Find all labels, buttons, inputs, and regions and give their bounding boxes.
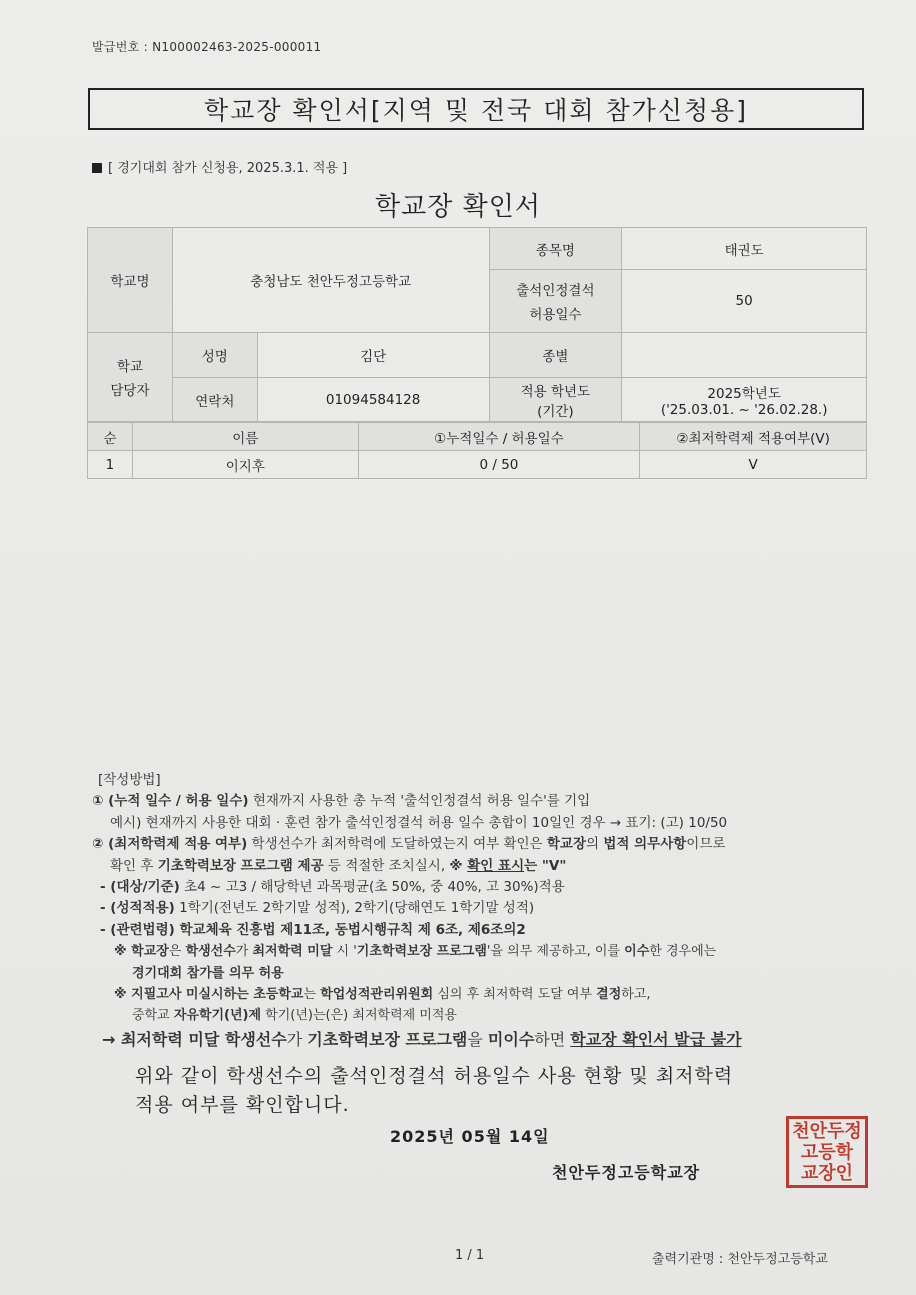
instr-1-bold: ① (누적 일수 / 허용 일수) xyxy=(92,793,249,810)
event-value: 태권도 xyxy=(622,228,867,270)
contact-label: 연락처 xyxy=(172,378,257,422)
header-min-academic: ②최저학력제 적용여부(V) xyxy=(640,423,867,451)
instr-line-8 xyxy=(92,941,742,962)
instr-line-9: 경기대회 참가를 의무 허용 xyxy=(132,965,284,981)
instr-10-t4: 하고, xyxy=(621,987,651,1003)
instr-4-mark: 확인 표시 xyxy=(467,857,525,874)
instr-line-6 xyxy=(92,898,742,919)
instructions-heading: [작성방법] xyxy=(98,772,161,788)
student-table xyxy=(87,422,867,479)
type-value xyxy=(622,333,867,378)
instructions xyxy=(92,770,742,1053)
instr-3-bold: ② (최저학력제 적용 여부) xyxy=(92,836,248,853)
manager-label xyxy=(88,333,173,422)
instr-5-text: 초4 ~ 고3 / 해당학년 과목평균(초 50%, 중 40%, 고 30%)적용 xyxy=(179,879,565,896)
manager-label-1: 학교 xyxy=(116,359,143,375)
instr-8-t5: 한 경우에는 xyxy=(649,944,717,960)
document-title: 학교장 확인서 xyxy=(375,192,541,222)
instr-8-t4: '을 의무 제공하고, 이를 xyxy=(486,944,625,960)
instr-8-below: 최저학력 미달 xyxy=(252,944,333,960)
table-row xyxy=(88,451,867,479)
row-days: 0 / 50 xyxy=(358,451,640,479)
instr-line-12 xyxy=(92,1027,742,1053)
manager-label-2: 담당자 xyxy=(110,383,150,399)
instr-12-t1: → 최저학력 미달 xyxy=(102,1029,225,1049)
year-value-2: ('25.03.01. ~ '26.02.28.) xyxy=(660,401,828,418)
instr-12-t3: 을 xyxy=(467,1029,488,1049)
instr-4-text-2: 등 적절한 조치실시, xyxy=(323,857,450,874)
instr-line-11 xyxy=(92,1005,742,1026)
instr-10-t1: ※ 지필고사 미실시하는 xyxy=(114,987,254,1003)
header-title: 학교장 확인서[지역 및 전국 대회 참가신청용] xyxy=(88,88,864,130)
instr-line-3 xyxy=(92,834,742,855)
instr-6-text: 1학기(전년도 2학기말 성적), 2학기(당해연도 1학기말 성적) xyxy=(174,900,535,917)
instr-10-decide: 결정 xyxy=(596,987,622,1003)
year-value-1: 2025학년도 xyxy=(707,385,781,402)
instr-8-complete: 이수 xyxy=(624,944,650,960)
instr-11-t1: 중학교 xyxy=(132,1008,174,1024)
info-table xyxy=(87,227,867,422)
instr-10-elem: 초등학교 xyxy=(253,987,304,1003)
applied-note xyxy=(92,157,347,176)
instr-8-t2: 가 xyxy=(235,944,253,960)
instr-10-t2: 는 xyxy=(303,987,321,1003)
instr-3-principal: 학교장 xyxy=(546,836,586,853)
year-label-1: 적용 학년도 xyxy=(520,383,591,400)
instr-1-text: 현재까지 사용한 총 누적 '출석인정결석 허용 일수'를 기입 xyxy=(248,793,591,810)
issue-number: 발급번호 : N100002463-2025-000011 xyxy=(92,40,322,54)
year-label-2: (기간) xyxy=(537,403,574,420)
row-applied: V xyxy=(640,451,867,479)
instr-line-7: - (관련법령) 학교체육 진흥법 제11조, 동법시행규칙 제 6조, 제6조의2 xyxy=(100,921,526,938)
instr-10-committee: 학업성적관리위원회 xyxy=(320,987,434,1003)
instr-8-program: 기초학력보장 프로그램 xyxy=(356,944,487,960)
school-label: 학교명 xyxy=(88,228,173,333)
instr-4-text: 확인 후 xyxy=(110,857,158,874)
instr-line-2: 예시) 현재까지 사용한 대회 · 훈련 참가 출석인정결석 허용 일수 총합이 10일인 경우 → 표기: (고) 10/50 xyxy=(110,814,728,831)
type-label: 종별 xyxy=(489,333,622,378)
instr-8-principal: 학교장 xyxy=(131,944,169,960)
issue-date: 2025년 05월 14일 xyxy=(390,1127,550,1146)
header-name: 이름 xyxy=(132,423,358,451)
instr-3-text-2: 의 xyxy=(585,836,604,853)
instr-12-no-issue: 학교장 확인서 발급 불가 xyxy=(570,1029,742,1049)
year-value xyxy=(622,378,867,422)
confirm-statement xyxy=(135,1062,733,1120)
allowed-days-label xyxy=(489,270,622,333)
instr-10-t3: 심의 후 최저학력 도달 여부 xyxy=(433,987,597,1003)
confirm-line-1: 위와 같이 학생선수의 출석인정결석 허용일수 사용 현황 및 최저학력 xyxy=(135,1065,734,1087)
instr-11-free: 자유학기(년)제 xyxy=(173,1008,262,1024)
header-no: 순 xyxy=(88,423,133,451)
instr-12-t2: 가 xyxy=(286,1029,308,1049)
confirm-line-2: 적용 여부를 확인합니다. xyxy=(135,1094,350,1116)
allowed-days-label-2: 허용일수 xyxy=(529,307,582,323)
instr-11-t2: 학기(년)는(은) 최저학력제 미적용 xyxy=(261,1008,457,1024)
applied-note-text: [ 경기대회 참가 신청용, 2025.3.1. 적용 ] xyxy=(108,161,348,176)
page-number: 1 / 1 xyxy=(455,1248,485,1263)
instr-8-athlete: 학생선수 xyxy=(185,944,236,960)
output-organization: 출력기관명 : 천안두정고등학교 xyxy=(652,1252,828,1267)
instr-8-t3: 시 ' xyxy=(332,944,357,960)
instr-5-bold: - (대상/기준) xyxy=(100,879,180,896)
row-no: 1 xyxy=(88,451,133,479)
official-seal: 천안두정 고등학 교장인 xyxy=(786,1116,868,1188)
principal-name: 천안두정고등학교장 xyxy=(552,1163,701,1182)
year-label xyxy=(489,378,622,422)
instr-line-4 xyxy=(92,856,742,877)
instr-12-program: 기초학력보장 프로그램 xyxy=(307,1029,468,1049)
instr-line-5 xyxy=(92,877,742,898)
name-value: 김단 xyxy=(257,333,489,378)
instr-line-10 xyxy=(92,984,742,1005)
instr-3-duty: 법적 의무사항 xyxy=(603,836,687,853)
row-name: 이지후 xyxy=(132,451,358,479)
instr-4-note: ※ xyxy=(449,857,468,874)
instr-3-text: 학생선수가 최저학력에 도달하였는지 여부 확인은 xyxy=(247,836,547,853)
instr-8-t1: 은 xyxy=(168,944,186,960)
instr-line-1 xyxy=(92,791,742,812)
instr-8-note: ※ xyxy=(114,944,132,960)
header-days: ①누적일수 / 허용일수 xyxy=(358,423,640,451)
instr-12-athlete: 학생선수 xyxy=(224,1029,287,1049)
instr-4-program: 기초학력보장 프로그램 제공 xyxy=(157,857,324,874)
instr-12-t4: 하면 xyxy=(534,1029,571,1049)
contact-value: 01094584128 xyxy=(257,378,489,422)
event-label: 종목명 xyxy=(489,228,622,270)
name-label: 성명 xyxy=(172,333,257,378)
instr-6-bold: - (성적적용) xyxy=(100,900,175,917)
allowed-days-value: 50 xyxy=(622,270,867,333)
instr-4-v: 는 "V" xyxy=(524,857,567,874)
school-value: 충청남도 천안두정고등학교 xyxy=(172,228,489,333)
allowed-days-label-1: 출석인정결석 xyxy=(516,283,595,299)
instr-12-incomplete: 미이수 xyxy=(487,1029,535,1049)
instr-3-text-3: 이므로 xyxy=(686,836,726,853)
black-square-icon xyxy=(92,163,102,173)
